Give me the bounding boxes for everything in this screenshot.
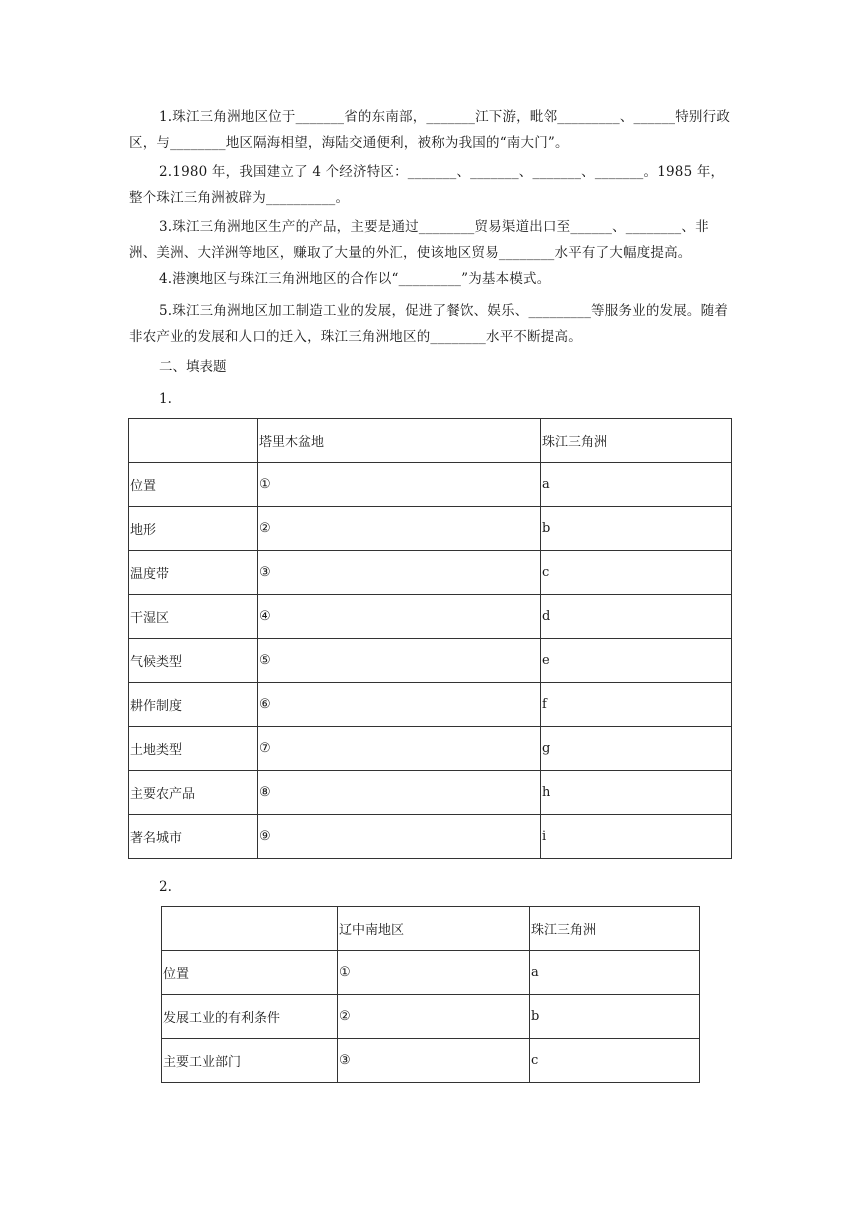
table-cell (129, 419, 258, 463)
row-label: 主要农产品 (129, 771, 258, 815)
table-cell: ⑨ (258, 815, 541, 859)
table-cell: g (541, 727, 732, 771)
table-header-cell: 辽中南地区 (338, 907, 530, 951)
table-2-number: 2. (159, 879, 172, 895)
table-header-cell: 珠江三角洲 (541, 419, 732, 463)
table-cell (162, 907, 338, 951)
table-cell: c (530, 1039, 700, 1083)
table-cell: i (541, 815, 732, 859)
table-cell: ⑧ (258, 771, 541, 815)
question-1: 1.珠江三角洲地区位于_______省的东南部，_______江下游，毗邻_________、______特别行政区，与________地区隔海相望，海陆交通便利，被称为我国的“南大门”。 (129, 109, 731, 151)
question-5: 5.珠江三角洲地区加工制造工业的发展，促进了餐饮、娱乐、_________等服务业的发展。随着非农产业的发展和人口的迁入，珠江三角洲地区的________水平不断提高。 (129, 303, 729, 345)
table-cell: ⑤ (258, 639, 541, 683)
table-cell: c (541, 551, 732, 595)
table-header-row (129, 419, 732, 463)
table-cell: ③ (258, 551, 541, 595)
table-cell: b (530, 995, 700, 1039)
table-cell: f (541, 683, 732, 727)
table-cell: ⑥ (258, 683, 541, 727)
row-label: 著名城市 (129, 815, 258, 859)
row-label: 土地类型 (129, 727, 258, 771)
table-row (129, 595, 732, 639)
question-3: 3.珠江三角洲地区生产的产品，主要是通过________贸易渠道出口至______、________、非洲、美洲、大洋洲等地区，赚取了大量的外汇，使该地区贸易________水平有了大幅度提高。 (129, 219, 709, 261)
table-row (129, 639, 732, 683)
table-row (129, 771, 732, 815)
table-cell: d (541, 595, 732, 639)
question-2: 2.1980 年，我国建立了 4 个经济特区：_______、_______、_______、_______。1985 年，整个珠江三角洲被辟为__________。 (129, 164, 725, 206)
table-cell: b (541, 507, 732, 551)
table-row (129, 815, 732, 859)
table-row (162, 1039, 700, 1083)
row-label: 地形 (129, 507, 258, 551)
table-cell: a (530, 951, 700, 995)
comparison-table-2 (161, 906, 700, 1083)
table-row (129, 463, 732, 507)
table-row (129, 507, 732, 551)
comparison-table-1 (128, 418, 732, 859)
table-cell: e (541, 639, 732, 683)
section-title-fill-table: 二、填表题 (159, 359, 227, 375)
table-cell: ① (258, 463, 541, 507)
question-4: 4.港澳地区与珠江三角洲地区的合作以“_________”为基本模式。 (159, 271, 551, 287)
table-header-cell: 珠江三角洲 (530, 907, 700, 951)
table-row (162, 995, 700, 1039)
row-label: 温度带 (129, 551, 258, 595)
table-cell: a (541, 463, 732, 507)
table-header-row (162, 907, 700, 951)
row-label: 位置 (162, 951, 338, 995)
table-cell: ④ (258, 595, 541, 639)
table-cell: ③ (338, 1039, 530, 1083)
row-label: 气候类型 (129, 639, 258, 683)
table-cell: ① (338, 951, 530, 995)
table-cell: h (541, 771, 732, 815)
row-label: 主要工业部门 (162, 1039, 338, 1083)
row-label: 干湿区 (129, 595, 258, 639)
table-row (162, 951, 700, 995)
table-1-number: 1. (159, 391, 172, 407)
table-cell: ⑦ (258, 727, 541, 771)
table-header-cell: 塔里木盆地 (258, 419, 541, 463)
row-label: 发展工业的有利条件 (162, 995, 338, 1039)
row-label: 位置 (129, 463, 258, 507)
row-label: 耕作制度 (129, 683, 258, 727)
table-cell: ② (258, 507, 541, 551)
table-row (129, 683, 732, 727)
table-cell: ② (338, 995, 530, 1039)
table-row (129, 727, 732, 771)
table-row (129, 551, 732, 595)
